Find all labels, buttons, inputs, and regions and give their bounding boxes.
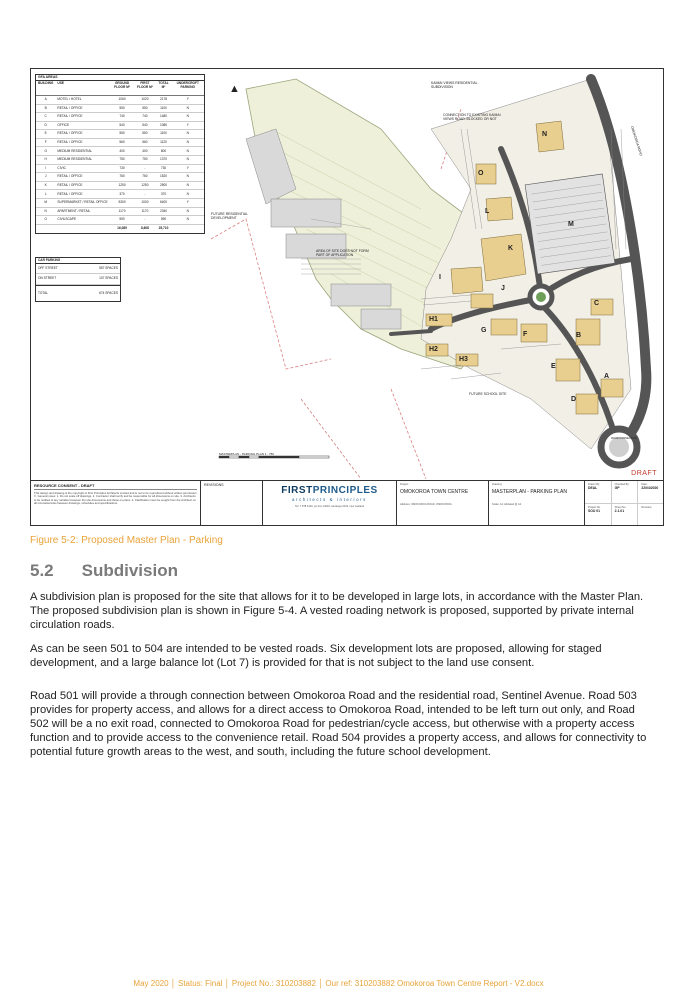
gfa-cell: Y: [172, 121, 204, 130]
gfa-cell: 800: [155, 147, 171, 156]
section-heading: [30, 561, 178, 581]
date-label: Date:: [641, 483, 648, 486]
gfa-cell: N: [172, 113, 204, 122]
gfa-column-header: USE: [55, 81, 109, 95]
gfa-cell: MEDIUM RESIDENTIAL: [55, 147, 109, 156]
building-label: M: [568, 221, 574, 228]
gfa-total-cell: [172, 224, 204, 233]
gfa-cell: 1250: [134, 181, 155, 190]
gfa-table-row: [36, 147, 204, 156]
gfa-cell: 1370: [155, 156, 171, 165]
gfa-total-cell: 16,089: [110, 224, 135, 233]
scale-value: A1 indicated @ A1: [499, 503, 522, 506]
building-label: D: [571, 396, 577, 403]
gfa-column-header: GROUND FLOOR M²: [110, 81, 135, 95]
gfa-cell: 1520: [155, 173, 171, 182]
gfa-cell: 590: [110, 216, 135, 225]
gfa-cell: 560: [110, 138, 135, 147]
sheet-no-value: 2.1.01: [614, 509, 625, 513]
kaimai-views-label: KAIMAI VIEWS RESIDENTIAL SUBDIVISION: [431, 81, 478, 90]
gfa-cell: E: [36, 130, 55, 139]
gfa-cell: 2340: [155, 207, 171, 216]
gfa-total-cell: 8,608: [134, 224, 155, 233]
drawing-cell: [489, 481, 585, 526]
car-parking-row-value: 107 SPACES: [99, 276, 118, 281]
gfa-cell: N: [172, 156, 204, 165]
gfa-cell: 550: [110, 104, 135, 113]
gfa-table-row: [36, 95, 204, 104]
page-footer: May 2020 │ Status: Final │ Project No.: 310203882 │ Our ref: 310203882 Omokoroa Town Centre Report - V2.docx: [133, 979, 544, 988]
project-no-value: SOU 01: [588, 509, 601, 513]
gfa-cell: 370: [110, 190, 135, 199]
consent-cell: [31, 481, 201, 526]
paragraph: Road 501 will provide a through connection between Omokoroa Road and the residential road, Sentinel Avenue. Road 503 provides for property access, and allows for a direct access to Omokoroa Road, intended to be left turn out only, and Road 502 will be a no exit road, connected to Omokoroa Road for pedestrian/cycle access, but otherwise with a property access function and to provide access to the convenience retail. Road 504 provides a property access, and allows for connectivity to potential future growth areas to the west, and south, including the future school development.: [30, 690, 647, 758]
gfa-cell: -: [134, 164, 155, 173]
gfa-cell: 400: [110, 147, 135, 156]
building-label: H2: [429, 346, 438, 353]
building-label: J: [501, 285, 505, 292]
gfa-cell: 550: [134, 130, 155, 139]
company-logo: [263, 481, 397, 526]
omokoroa-road-label: OMOKOROA ROAD: [629, 125, 644, 157]
gfa-cell: 1170: [110, 207, 135, 216]
drawn-by-value: DEAL: [588, 486, 598, 490]
area-of-site-label: AREA OF SITE DOES NOT FORM PART OF APPLICATION: [316, 249, 369, 258]
gfa-cell: 1250: [110, 181, 135, 190]
gfa-cell: Y: [172, 164, 204, 173]
building-label: H1: [429, 316, 438, 323]
gfa-cell: 740: [134, 113, 155, 122]
sheet-meta: [585, 481, 664, 526]
gfa-cell: 550: [134, 104, 155, 113]
logo-subtitle: architects & interiors: [292, 497, 367, 502]
gfa-cell: -: [134, 190, 155, 199]
gfa-cell: N: [172, 147, 204, 156]
consent-heading: RESOURCE CONSENT - DRAFT: [34, 483, 197, 490]
gfa-cell: 730: [110, 164, 135, 173]
building-label: H3: [459, 356, 468, 363]
sheet-no-label: Sheet No.: [614, 506, 627, 509]
gfa-cell: N: [172, 190, 204, 199]
paragraph: A subdivision plan is proposed for the site that allows for it to be developed in large lots, in accordance with the Master Plan. The proposed subdivision plan is shown in Figure 5-4. A vested roading network is proposed, supported by private internal circulation roads.: [30, 591, 644, 631]
gfa-cell: 2500: [155, 181, 171, 190]
gfa-cell: -: [134, 216, 155, 225]
gfa-table-row: [36, 138, 204, 147]
gfa-cell: O: [36, 216, 55, 225]
gfa-cell: G: [36, 147, 55, 156]
gfa-cell: CIVIC: [55, 164, 109, 173]
gfa-total-row: [36, 224, 204, 233]
gfa-cell: 5300: [110, 199, 135, 208]
gfa-cell: K: [36, 181, 55, 190]
gfa-cell: Y: [172, 95, 204, 104]
gfa-cell: 1100: [155, 130, 171, 139]
gfa-cell: RETAIL / OFFICE: [55, 181, 109, 190]
gfa-table-row: [36, 181, 204, 190]
gfa-table-row: [36, 104, 204, 113]
gfa-cell: N: [172, 104, 204, 113]
gfa-cell: N: [172, 181, 204, 190]
gfa-table-row: [36, 216, 204, 225]
gfa-cell: SUPERMARKET / RETAIL OFFICE: [55, 199, 109, 208]
gfa-column-header: UNDERCROFT PARKING: [172, 81, 204, 95]
drawing-label: Drawing:: [492, 483, 503, 486]
revision-label: Revision:: [641, 506, 652, 509]
checked-by-value: GP: [614, 486, 620, 490]
logo-first: FIRST: [281, 485, 313, 496]
gfa-cell: 540: [134, 121, 155, 130]
gfa-cell: RETAIL / OFFICE: [55, 104, 109, 113]
north-arrow-icon: ▲: [229, 83, 240, 95]
gfa-table-row: [36, 190, 204, 199]
car-parking-row-label: OFF STREET: [38, 266, 58, 271]
gfa-cell: 370: [155, 190, 171, 199]
gfa-column-header: FIRST FLOOR M²: [134, 81, 155, 95]
scale-caption: MASTERPLAN - PARKING PLAN 1 : 750: [219, 452, 274, 456]
gfa-cell: 1000: [134, 199, 155, 208]
scale-bar: [219, 456, 329, 458]
gfa-cell: 1120: [155, 138, 171, 147]
gfa-cell: 1020: [134, 95, 155, 104]
gfa-table-row: [36, 130, 204, 139]
gfa-cell: Y: [172, 199, 204, 208]
future-residential-label: FUTURE RESIDENTIAL DEVELOPMENT: [211, 212, 248, 221]
gfa-cell: H: [36, 156, 55, 165]
gfa-cell: 1170: [134, 207, 155, 216]
masterplan-drawing: [30, 68, 664, 526]
road-connection-label: ROAD CONNECTION: [611, 437, 637, 440]
gfa-cell: A: [36, 95, 55, 104]
gfa-cell: RETAIL / OFFICE: [55, 173, 109, 182]
car-parking-total-row: [36, 285, 120, 301]
project-cell: [397, 481, 489, 526]
gfa-cell: L: [36, 190, 55, 199]
connection-note-label: CONNECTION TO EXISTING KAIMAI VIEWS ROAD. BLOCKED OR NOT: [443, 113, 501, 122]
gfa-cell: N: [172, 216, 204, 225]
project-label: Project:: [400, 483, 409, 486]
building-label: I: [439, 274, 441, 281]
gfa-cell: RETAIL / OFFICE: [55, 138, 109, 147]
gfa-cell: RETAIL / OFFICE: [55, 130, 109, 139]
date-value: 22/04/2020: [641, 486, 659, 490]
gfa-cell: 750: [134, 156, 155, 165]
revisions-cell: [201, 481, 263, 526]
gfa-table-row: [36, 121, 204, 130]
gfa-cell: 2178: [155, 95, 171, 104]
drawing-name: MASTERPLAN - PARKING PLAN: [492, 489, 567, 495]
gfa-cell: RETAIL / OFFICE: [55, 190, 109, 199]
gfa-table-row: [36, 199, 204, 208]
gfa-cell: 550: [110, 130, 135, 139]
draft-stamp: DRAFT: [631, 470, 657, 477]
car-parking-row-label: ON STREET: [38, 276, 57, 281]
gfa-total-cell: [55, 224, 109, 233]
gfa-table-row: [36, 164, 204, 173]
building-label: B: [576, 332, 582, 339]
gfa-cell: 400: [134, 147, 155, 156]
building-label: N: [542, 131, 548, 138]
future-school-label: FUTURE SCHOOL SITE: [469, 392, 507, 396]
gfa-cell: 540: [110, 121, 135, 130]
logo-principles: PRINCIPLES: [312, 485, 378, 496]
gfa-cell: 740: [110, 113, 135, 122]
gfa-table-title: GFA AREAS: [36, 75, 204, 81]
building-label: K: [508, 245, 514, 252]
gfa-cell: MOTEL / HOTEL: [55, 95, 109, 104]
gfa-cell: 760: [134, 173, 155, 182]
building-label: L: [485, 208, 490, 215]
gfa-column-header: BUILDING: [36, 81, 55, 95]
gfa-cell: N: [36, 207, 55, 216]
car-parking-row-value: 557 SPACES: [99, 266, 118, 271]
gfa-cell: N: [172, 173, 204, 182]
gfa-cell: N: [172, 138, 204, 147]
car-parking-table: [35, 257, 121, 302]
gfa-cell: 1100: [155, 104, 171, 113]
gfa-cell: C: [36, 113, 55, 122]
gfa-cell: 1480: [155, 113, 171, 122]
gfa-cell: 760: [110, 173, 135, 182]
gfa-cell: J: [36, 173, 55, 182]
gfa-cell: N: [172, 130, 204, 139]
gfa-table-row: [36, 173, 204, 182]
gfa-cell: N: [172, 207, 204, 216]
gfa-cell: MEDIUM RESIDENTIAL: [55, 156, 109, 165]
building-label: G: [481, 327, 487, 334]
gfa-cell: RETAIL / OFFICE: [55, 113, 109, 122]
building-label: A: [604, 373, 610, 380]
checked-by-label: Checked By:: [614, 483, 630, 486]
building-label: O: [478, 170, 484, 177]
address-value: OMOKOROA ROAD, OMOKOROA: [410, 503, 452, 506]
gfa-cell: 6400: [155, 199, 171, 208]
gfa-cell: 750: [110, 156, 135, 165]
gfa-cell: APARTMENT / RETAIL: [55, 207, 109, 216]
gfa-cell: 560: [134, 138, 155, 147]
gfa-cell: OFFICE: [55, 121, 109, 130]
scale-label: Scale:: [492, 503, 500, 506]
gfa-cell: B: [36, 104, 55, 113]
gfa-table-row: [36, 156, 204, 165]
gfa-column-header: TOTAL M²: [155, 81, 171, 95]
gfa-areas-table: [35, 74, 205, 234]
car-parking-total-value: 674 SPACES: [99, 290, 118, 295]
address-label: Address:: [400, 503, 411, 506]
gfa-total-cell: [36, 224, 55, 233]
building-label: C: [594, 300, 600, 307]
section-title: Subdivision: [81, 561, 178, 580]
car-parking-title: CAR PARKING: [36, 258, 120, 264]
figure-caption: Figure 5-2: Proposed Master Plan - Parking: [30, 535, 223, 546]
car-parking-row: [36, 264, 120, 274]
gfa-cell: 1080: [155, 121, 171, 130]
section-number: 5.2: [30, 561, 54, 580]
gfa-table-row: [36, 207, 204, 216]
drawn-by-label: Drawn By:: [588, 483, 600, 486]
paragraph: As can be seen 501 to 504 are intended to be vested roads. Six development lots are proposed, allowing for staged development, and a large balance lot (Lot 7) is provided for that is not subject to the land use consent.: [30, 643, 602, 669]
gfa-total-cell: 25,710: [155, 224, 171, 233]
gfa-table-row: [36, 113, 204, 122]
gfa-cell: 1060: [110, 95, 135, 104]
consent-notes: This design and drawing is the copyright of First Principles Architects Limited and is not to be reproduced without written permission ©. General notes: 1. Do not scale off drawings. 2. Contractor shall verify and be responsible for all dimensions on site. 3. Architects to be notified of any variation between the site dimensions and those on plans. 4. Clarification must be sought from the Architect on all inconsistencies between drawings, schedules and specifications.: [34, 491, 197, 506]
car-parking-total-label: TOTAL: [38, 290, 48, 295]
building-label: E: [551, 363, 556, 370]
revisions-heading: REVISIONS: [204, 483, 224, 487]
gfa-cell: M: [36, 199, 55, 208]
gfa-cell: 590: [155, 216, 171, 225]
car-parking-row: [36, 274, 120, 284]
gfa-cell: D: [36, 121, 55, 130]
gfa-cell: I: [36, 164, 55, 173]
logo-address: Tel: 7 578 4120, po box 14216, tauranga 3143, new zealand: [294, 505, 365, 508]
building-label: F: [523, 331, 528, 338]
gfa-cell: F: [36, 138, 55, 147]
gfa-cell: CIVILSCAPE: [55, 216, 109, 225]
project-no-label: Project No.: [588, 506, 601, 509]
title-block: [31, 480, 664, 526]
gfa-cell: 730: [155, 164, 171, 173]
project-name: OMOKOROA TOWN CENTRE: [400, 489, 469, 495]
